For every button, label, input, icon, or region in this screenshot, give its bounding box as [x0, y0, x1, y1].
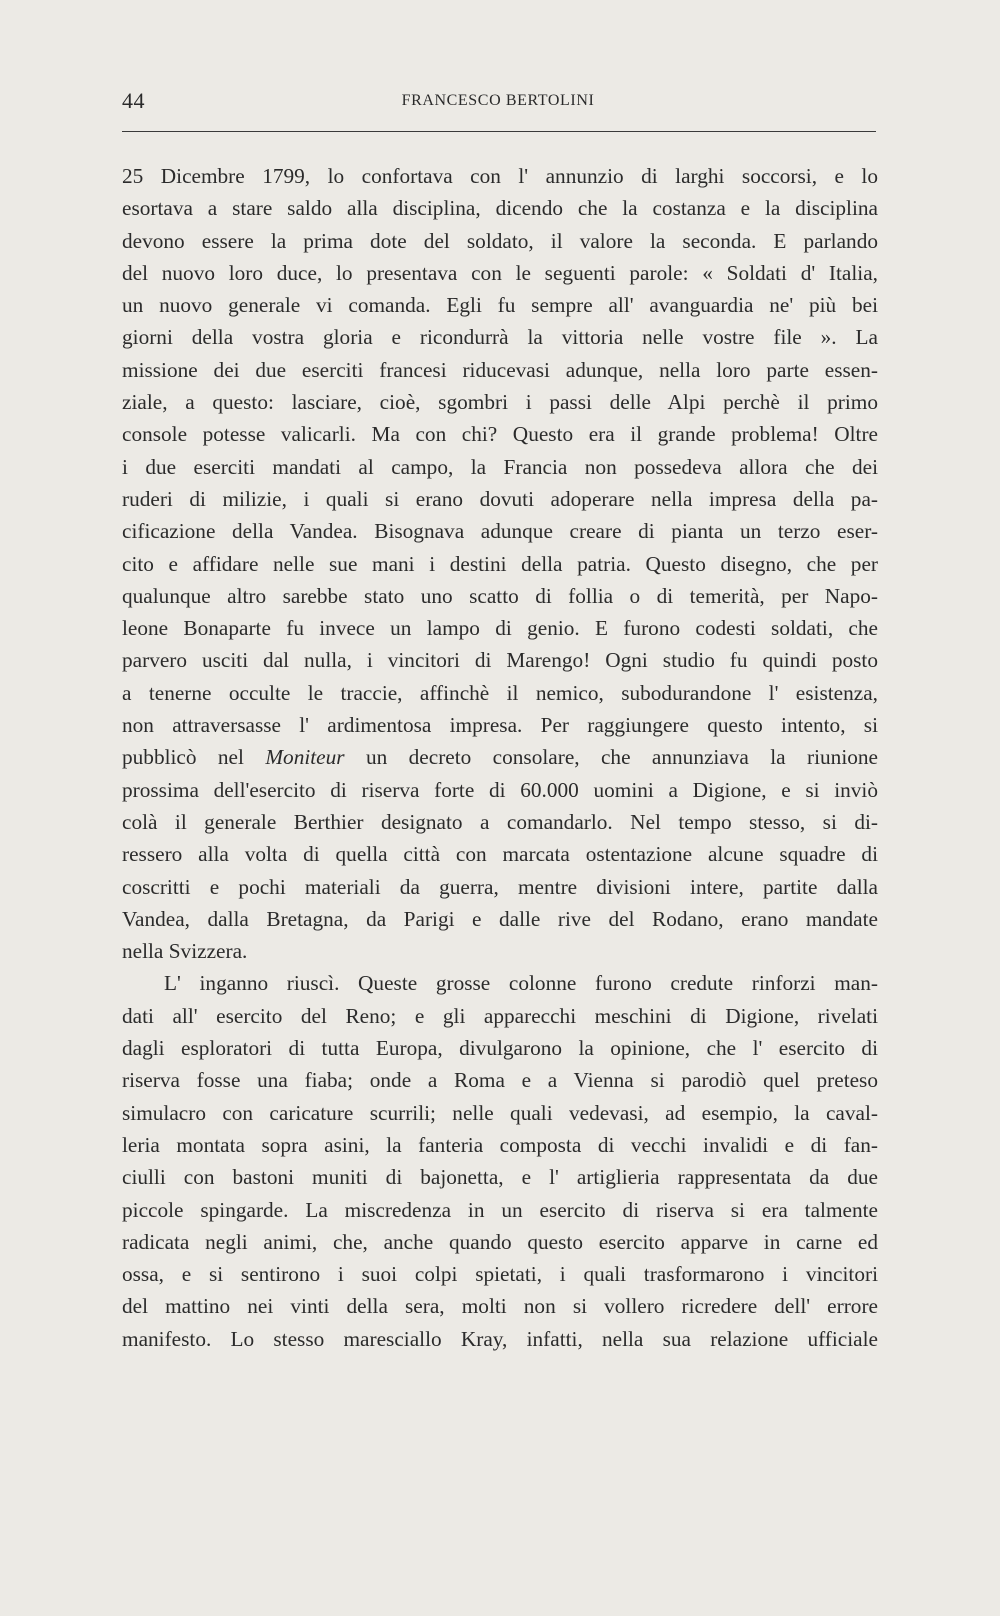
- text-line: ruderi di milizie, i quali si erano dovuti adoperare nella impresa della pa-: [122, 486, 878, 511]
- page-number: 44: [122, 88, 145, 113]
- header-rule: [122, 131, 876, 132]
- text-line: del nuovo loro duce, lo presentava con le seguenti parole: « Soldati d' Italia,: [122, 260, 878, 285]
- text-line: del mattino nei vinti della sera, molti non si vollero ricredere dell' errore: [122, 1294, 878, 1319]
- text-line: leone Bonaparte fu invece un lampo di genio. E furono codesti soldati, che: [122, 616, 878, 641]
- paragraph-start-line: L' inganno riuscì. Queste grosse colonne furono credute rinforzi man-: [164, 971, 878, 996]
- text-line: cificazione della Vandea. Bisognava adunque creare di pianta un terzo eser-: [122, 519, 878, 544]
- text-line: piccole spingarde. La miscredenza in un esercito di riserva si era talmente: [122, 1197, 878, 1222]
- text-line: missione dei due eserciti francesi riducevasi adunque, nella loro parte essen-: [122, 357, 878, 382]
- text-line: i due eserciti mandati al campo, la Francia non possedeva allora che dei: [122, 454, 878, 479]
- text-line: ressero alla volta di quella città con marcata ostentazione alcune squadre di: [122, 842, 878, 867]
- text-line: parvero usciti dal nulla, i vincitori di Marengo! Ogni studio fu quindi posto: [122, 648, 878, 673]
- text-line: a tenerne occulte le traccie, affinchè il nemico, subodurandone l' esistenza,: [122, 680, 878, 705]
- text-line: ziale, a questo: lasciare, cioè, sgombri i passi delle Alpi perchè il primo: [122, 390, 878, 415]
- text-line: leria montata sopra asini, la fanteria composta di vecchi invalidi e di fan-: [122, 1132, 878, 1157]
- text-line: manifesto. Lo stesso maresciallo Kray, infatti, nella sua relazione ufficiale: [122, 1326, 878, 1351]
- text-line: coscritti e pochi materiali da guerra, mentre divisioni intere, partite dalla: [122, 874, 878, 899]
- text-line: giorni della vostra gloria e ricondurrà la vittoria nelle vostre file ». La: [122, 325, 878, 350]
- text-line: radicata negli animi, che, anche quando questo esercito apparve in carne ed: [122, 1229, 878, 1254]
- text-fragment: un decreto consolare, che annunziava la riunione: [344, 745, 878, 770]
- text-line: ciulli con bastoni muniti di bajonetta, e l' artiglieria rappresentata da due: [122, 1165, 878, 1190]
- paragraph-end-line: nella Svizzera.: [122, 939, 248, 964]
- text-line: esortava a stare saldo alla disciplina, dicendo che la costanza e la disciplina: [122, 196, 878, 221]
- text-line: ossa, e si sentirono i suoi colpi spietati, i quali trasformarono i vincitori: [122, 1262, 878, 1287]
- text-line: non attraversasse l' ardimentosa impresa. Per raggiungere questo intento, si: [122, 713, 878, 738]
- text-line: dati all' esercito del Reno; e gli apparecchi meschini di Digione, rivelati: [122, 1003, 878, 1028]
- page-header: [120, 88, 876, 118]
- text-line: 25 Dicembre 1799, lo confortava con l' annunzio di larghi soccorsi, e lo: [122, 164, 878, 188]
- text-line: simulacro con caricature scurrili; nelle quali vedevasi, ad esempio, la caval-: [122, 1100, 878, 1125]
- text-line: prossima dell'esercito di riserva forte di 60.000 uomini a Digione, e si inviò: [122, 777, 878, 802]
- text-line: un nuovo generale vi comanda. Egli fu sempre all' avanguardia ne' più bei: [122, 293, 878, 318]
- body-text: [122, 160, 878, 1355]
- text-line-moniteur: [122, 741, 878, 773]
- text-line: cito e affidare nelle sue mani i destini della patria. Questo disegno, che per: [122, 551, 878, 576]
- running-head: FRANCESCO BERTOLINI: [401, 92, 595, 109]
- text-line: riserva fosse una fiaba; onde a Roma e a Vienna si parodiò quel preteso: [122, 1068, 878, 1093]
- moniteur-title: Moniteur: [265, 745, 345, 770]
- text-line: console potesse valicarli. Ma con chi? Questo era il grande problema! Oltre: [122, 422, 878, 447]
- text-line: colà il generale Berthier designato a comandarlo. Nel tempo stesso, si di-: [122, 809, 878, 834]
- text-line: Vandea, dalla Bretagna, da Parigi e dalle rive del Rodano, erano mandate: [122, 906, 878, 931]
- text-line: qualunque altro sarebbe stato uno scatto di follia o di temerità, per Napo-: [122, 583, 878, 608]
- text-fragment: pubblicò nel: [122, 745, 266, 770]
- text-line: devono essere la prima dote del soldato, il valore la seconda. E parlando: [122, 228, 878, 253]
- text-line: dagli esploratori di tutta Europa, divulgarono la opinione, che l' esercito di: [122, 1036, 878, 1061]
